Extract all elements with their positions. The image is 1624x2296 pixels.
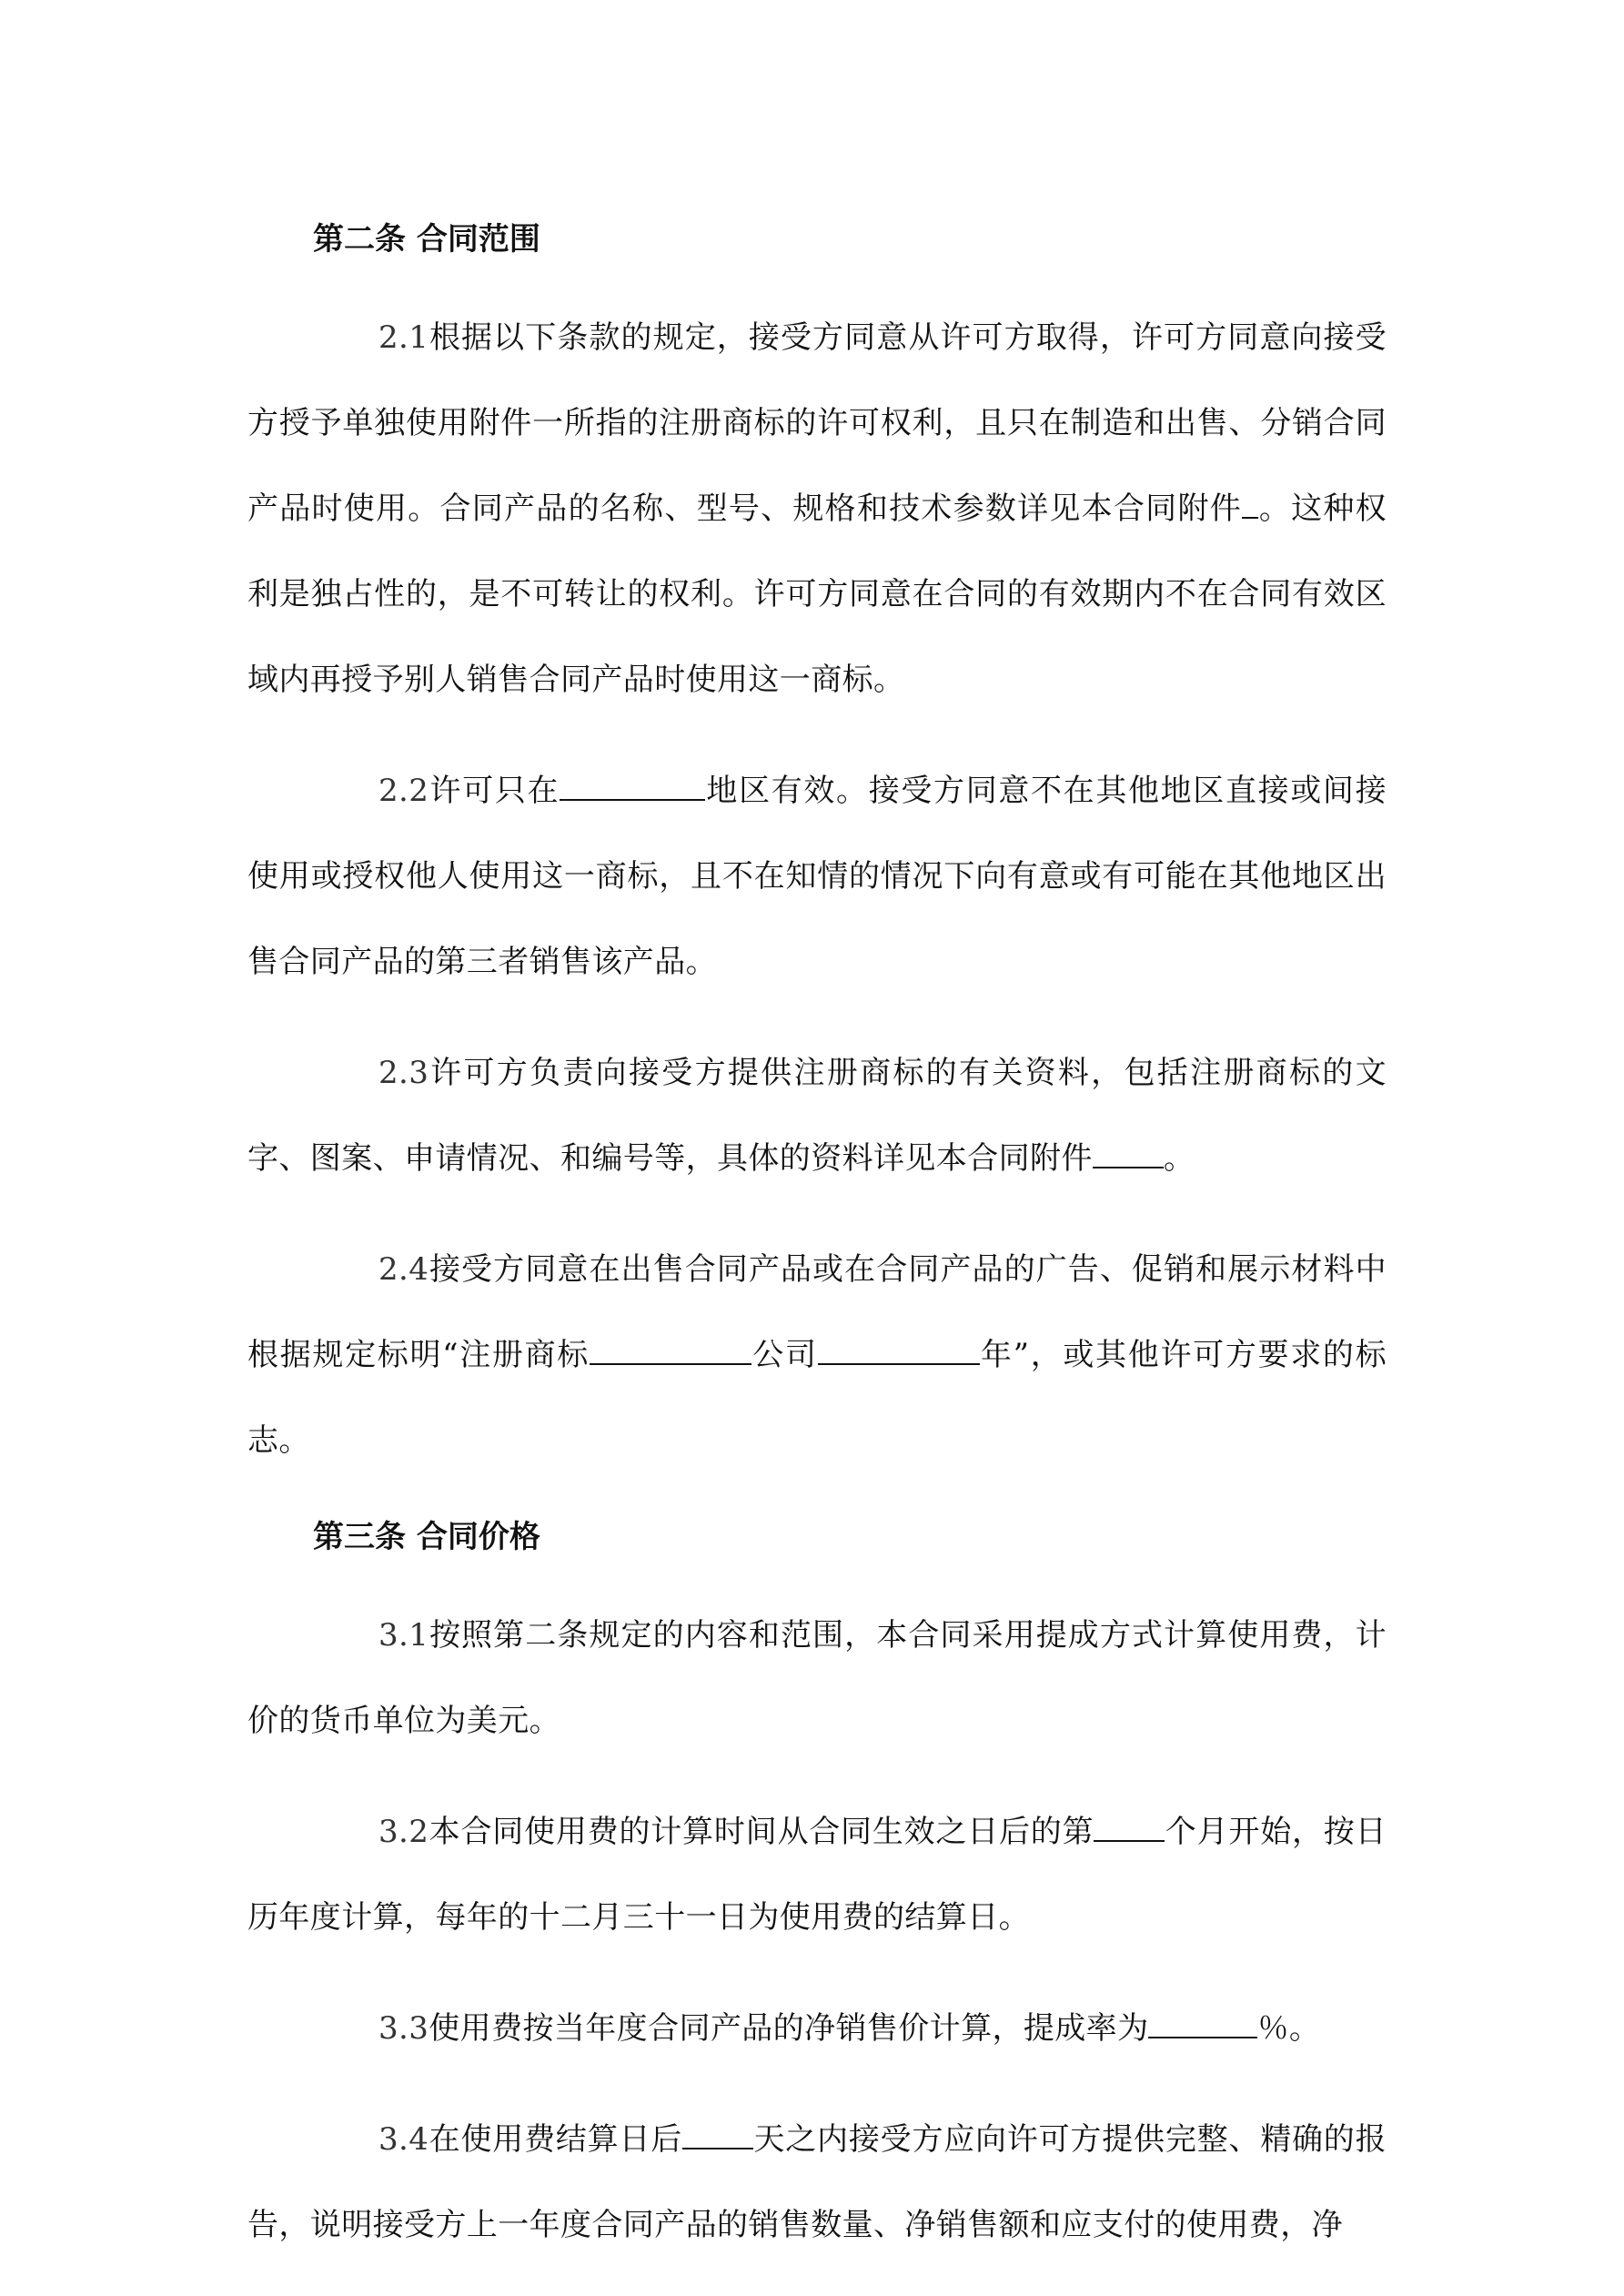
clause-number: 2.3 [378, 1055, 429, 1091]
clause-text: 许可方负责向接受方提供注册商标的有关资料，包括注册商标的文字、图案、申请情况、和编号等，具体的资料详见本合同附件 [247, 1055, 1387, 1177]
clause-number: 2.1 [378, 319, 429, 356]
clause-text: 个月开始，按日历年度计算，每年的十二月三十一日为使用费的结算日。 [247, 1814, 1387, 1936]
fill-blank [1093, 1139, 1164, 1168]
section-2-title: 第二条 合同范围 [313, 221, 540, 258]
clause-number: 3.4 [378, 2121, 429, 2158]
clause-3-3 [247, 1986, 1387, 2071]
fill-blank [818, 1336, 980, 1365]
clause-number: 3.3 [378, 2010, 429, 2047]
fill-blank [1148, 2009, 1257, 2038]
clause-text: 天之内接受方应向许可方提供完整、精确的报告，说明接受方上一年度合同产品的销售数量、净销售额和应支付的使用费，净 [247, 2121, 1387, 2243]
clause-number: 3.2 [378, 1814, 429, 1850]
clause-text: 接受方同意在出售合同产品或在合同产品的广告、促销和展示材料中根据规定标明“注册商标 [247, 1251, 1387, 1373]
clause-2-2 [247, 748, 1387, 1005]
section-3-title: 第三条 合同价格 [313, 1519, 540, 1555]
clause-2-3 [247, 1030, 1387, 1201]
clause-3-1 [247, 1593, 1387, 1764]
clause-3-2 [247, 1789, 1387, 1960]
fill-blank [682, 2120, 753, 2149]
clause-text: 年”，或其他许可方要求的标志。 [247, 1337, 1387, 1459]
clause-text: 。 [1163, 1140, 1195, 1177]
fill-blank [1094, 1813, 1165, 1842]
clause-text: 许可只在 [429, 773, 560, 809]
clause-3-4 [247, 2097, 1387, 2268]
clause-2-4 [247, 1227, 1387, 1483]
document-body [247, 211, 1387, 2268]
fill-blank [590, 1336, 751, 1365]
clause-number: 2.4 [378, 1251, 429, 1288]
clause-text: 公司 [751, 1337, 818, 1373]
clause-text: 按照第二条规定的内容和范围，本合同采用提成方式计算使用费，计价的货币单位为美元。 [247, 1617, 1387, 1739]
clause-text: 。这种权利是独占性的，是不可转让的权利。许可方同意在合同的有效期内不在合同有效区域内再授予别人销售合同产品时使用这一商标。 [247, 491, 1387, 698]
clause-text: 根据以下条款的规定，接受方同意从许可方取得，许可方同意向接受方授予单独使用附件一所指的注册商标的许可权利，且只在制造和出售、分销合同产品时使用。合同产品的名称、型号、规格和技术参数详见本合同附件 [247, 319, 1387, 527]
clause-2-1 [247, 295, 1387, 723]
fill-blank [560, 772, 705, 801]
clause-text: 在使用费结算日后 [429, 2121, 683, 2158]
clause-text: 使用费按当年度合同产品的净销售价计算，提成率为 [429, 2010, 1149, 2047]
clause-text: ％。 [1257, 2010, 1321, 2047]
clause-number: 3.1 [378, 1617, 429, 1654]
clause-text: 地区有效。接受方同意不在其他地区直接或间接使用或授权他人使用这一商标，且不在知情的情况下向有意或有可能在其他地区出售合同产品的第三者销售该产品。 [247, 773, 1387, 980]
clause-number: 2.2 [378, 773, 429, 809]
fill-blank [1242, 490, 1258, 519]
clause-text: 本合同使用费的计算时间从合同生效之日后的第 [429, 1814, 1094, 1850]
